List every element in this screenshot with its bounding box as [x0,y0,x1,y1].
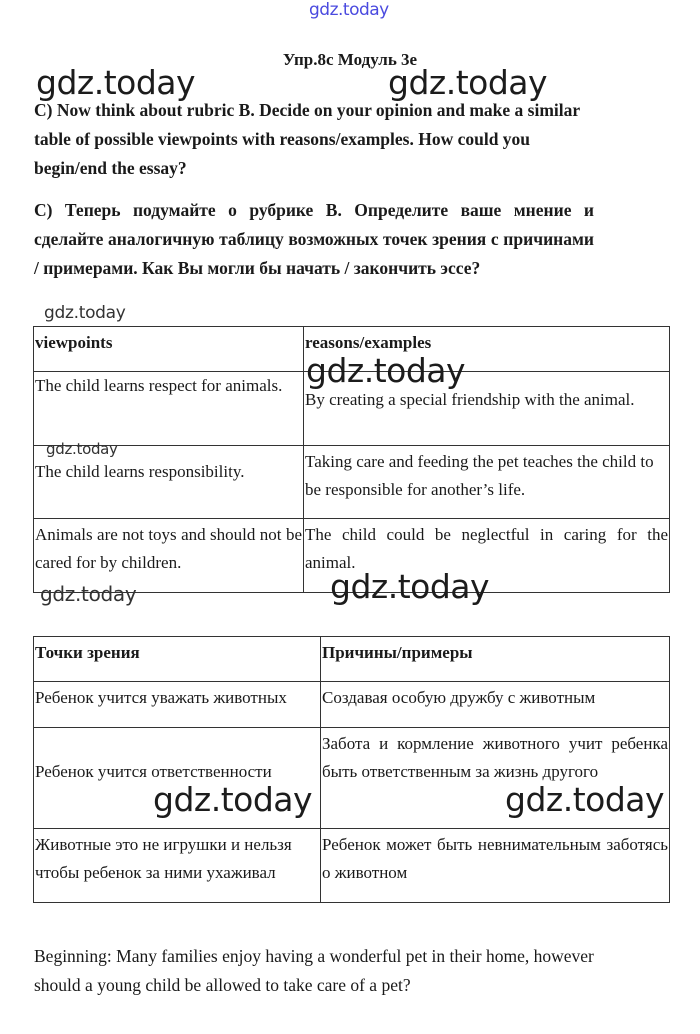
viewpoint-cell: Ребенок учится ответственности [34,728,321,829]
reason-cell: Ребенок может быть невнимательным заботясь о животном [321,829,670,903]
table-row [34,829,670,903]
watermark: gdz.today [46,440,118,458]
watermark: gdz.today [40,582,137,606]
viewpoint-cell: The child learns responsibility. [34,446,304,519]
reason-cell: The child could be neglectful in caring for the animal. [304,519,670,593]
viewpoint-cell: The child learns respect for animals. [34,372,304,446]
reason-cell: Создавая особую дружбу с животным [321,682,670,728]
watermark: gdz.today [388,63,548,102]
task-english: C) Now think about rubric B. Decide on your opinion and make a similar table of possible viewpoints with reasons/examples. How could you begin/end the essay? [34,100,580,178]
watermark-top: gdz.today [309,0,389,20]
watermark: gdz.today [36,63,196,102]
table-header-row [34,637,670,682]
header-reasons: reasons/examples [304,327,670,372]
watermark: gdz.today [306,351,466,390]
reason-cell: Taking care and feeding the pet teaches the child to be responsible for another’s life. [304,446,670,519]
header-viewpoints: viewpoints [34,327,304,372]
watermark: gdz.today [505,780,665,819]
reason-cell: By creating a special friendship with the animal. [304,372,670,446]
table-row [34,446,670,519]
viewpoint-cell: Animals are not toys and should not be cared for by children. [34,519,304,593]
page-title: Упр.8с Модуль 3е [282,50,418,69]
reason-cell: Забота и кормление животного учит ребенка быть ответственным за жизнь другого [321,728,670,829]
watermark: gdz.today [330,567,490,606]
viewpoint-cell: Ребенок учится уважать животных [34,682,321,728]
watermark: gdz.today [153,780,313,819]
essay-beginning: Beginning: Many families enjoy having a wonderful pet in their home, however should a young child be allowed to take care of a pet? [34,946,594,995]
viewpoint-cell: Животные это не игрушки и нельзя чтобы ребенок за ними ухаживал [34,829,321,903]
table-row [34,682,670,728]
viewpoints-table-ru [33,636,670,903]
header-viewpoints: Точки зрения [34,637,321,682]
header-reasons: Причины/примеры [321,637,670,682]
watermark: gdz.today [44,303,126,323]
task-russian: С) Теперь подумайте о рубрике В. Определите ваше мнение и сделайте аналогичную таблицу возможных точек зрения с причинами / примерами. Как Вы могли бы начать / закончить эссе? [34,200,594,278]
